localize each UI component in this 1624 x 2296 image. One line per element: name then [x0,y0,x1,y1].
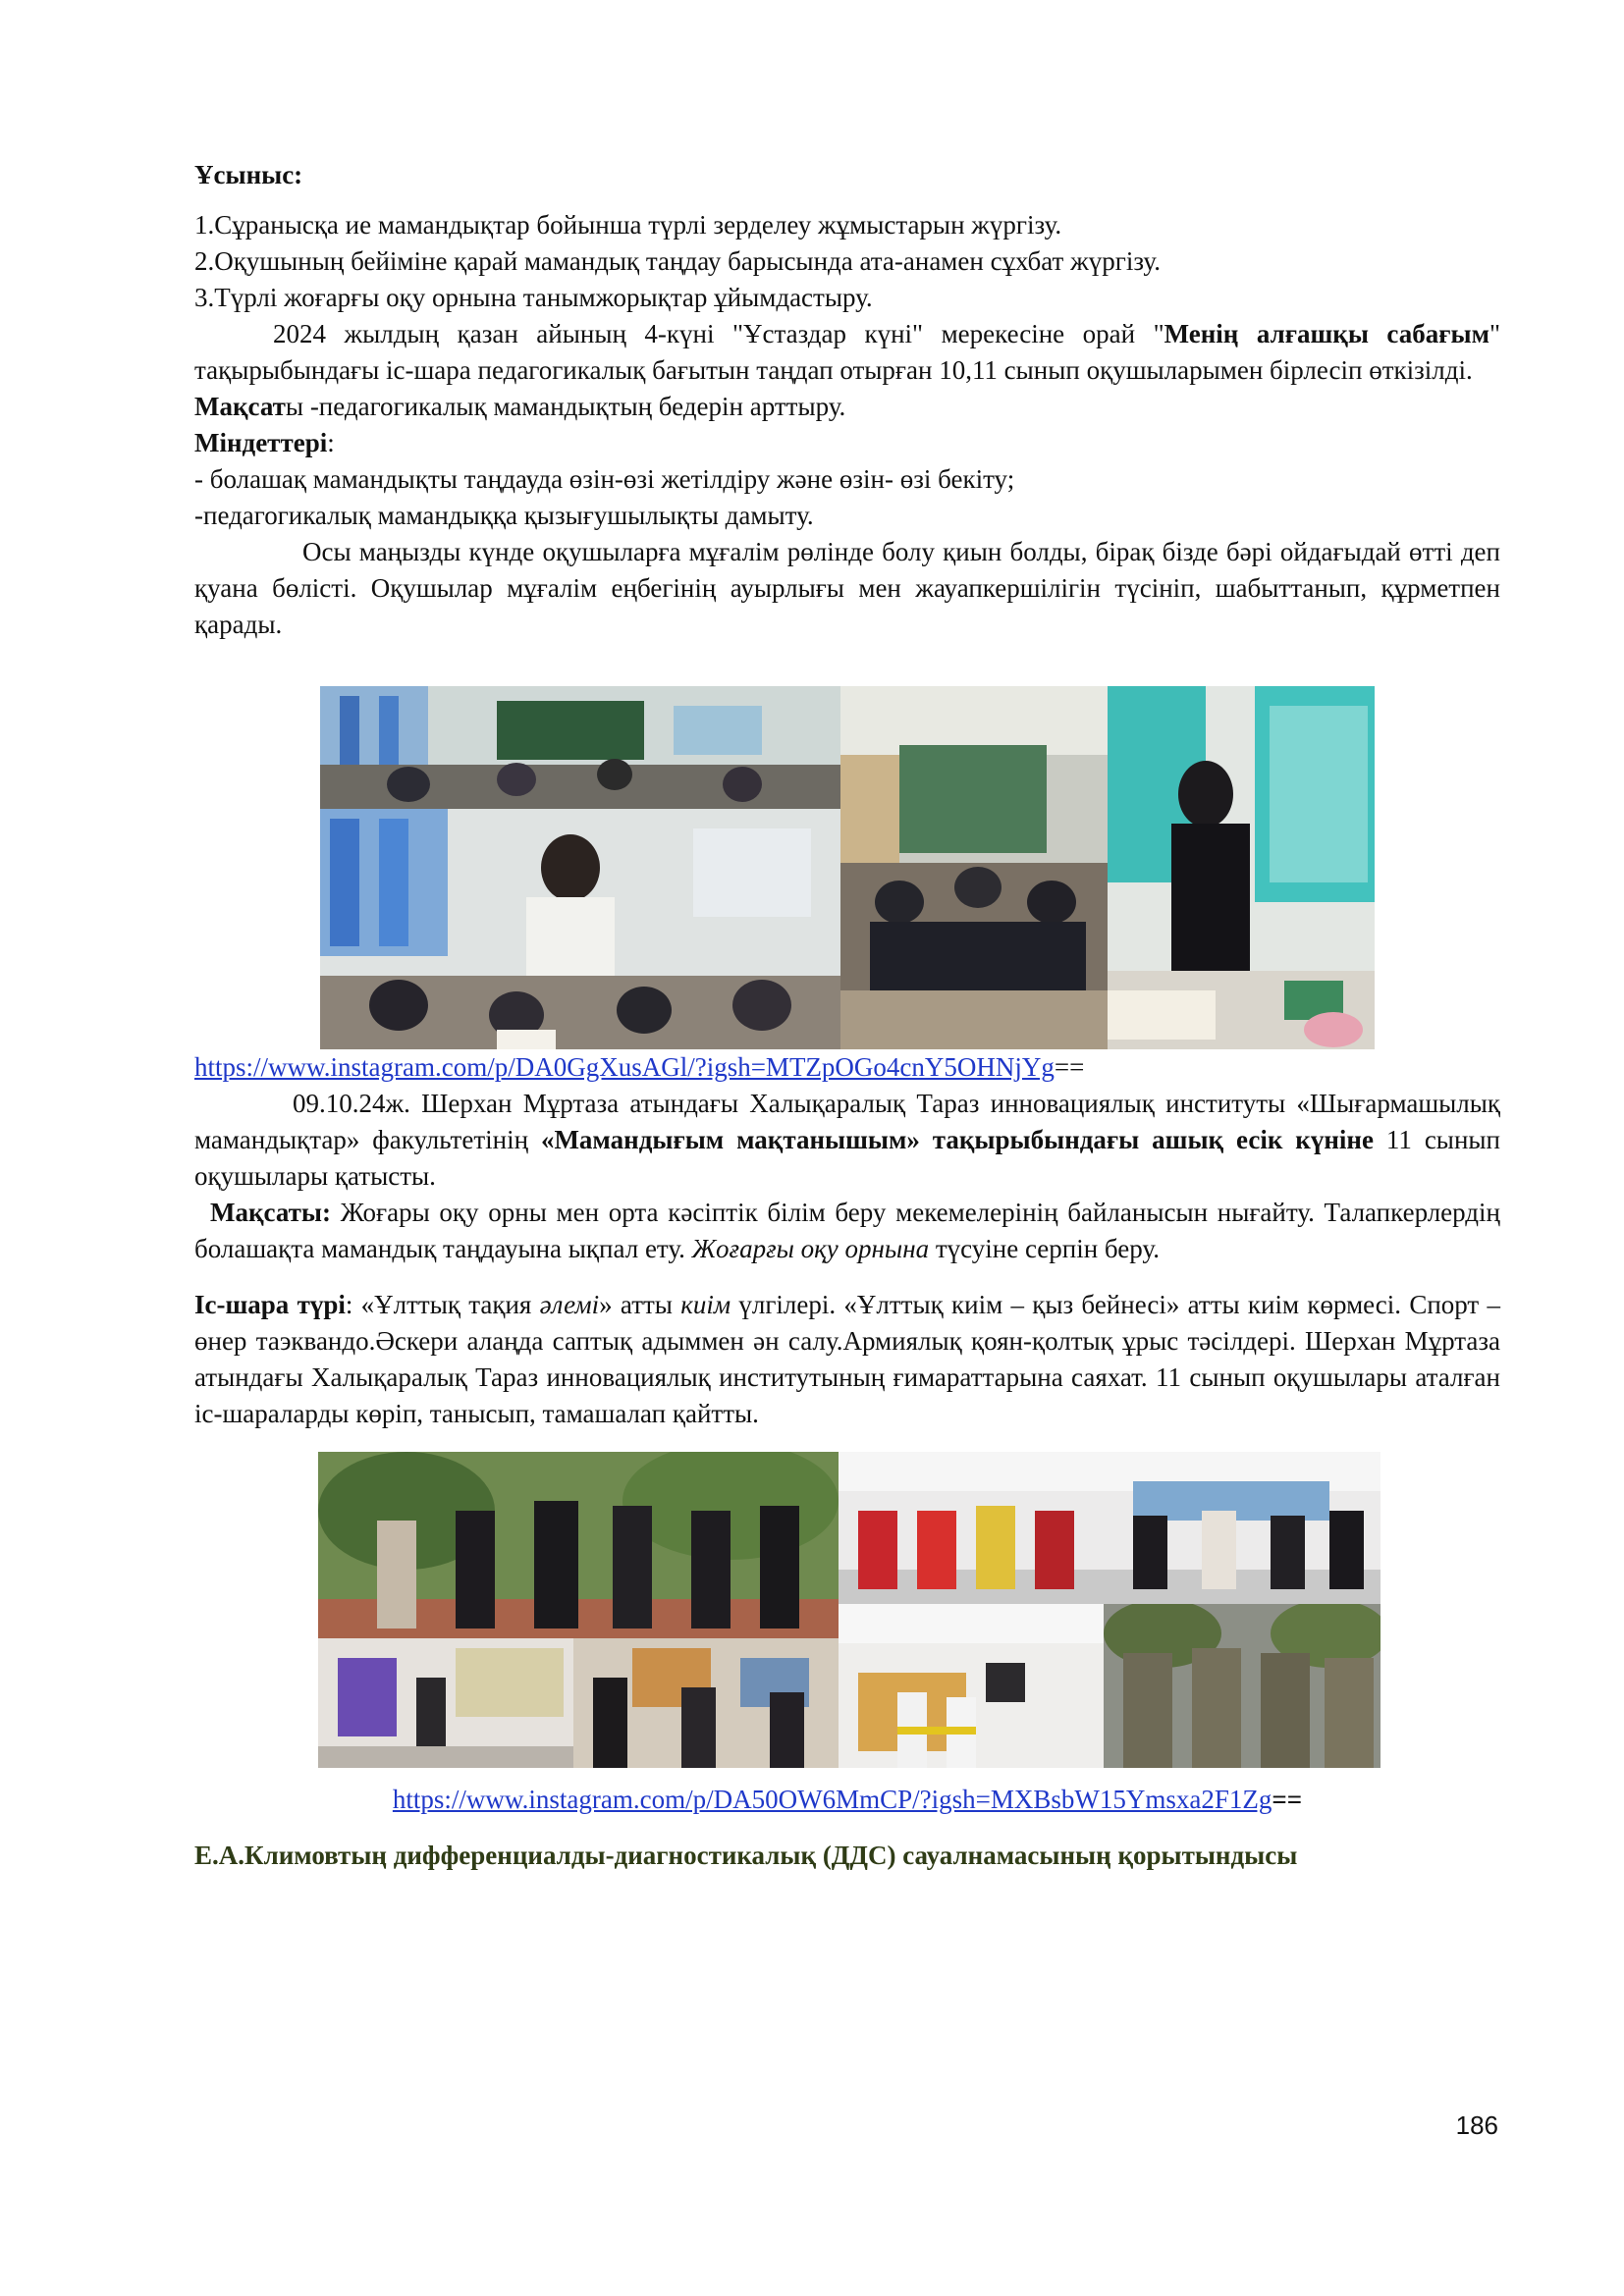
tasks-label: Міндеттері [194,428,328,457]
student-teacher-photo [320,809,840,1049]
event2-type-text: : «Ұлттық тақия [345,1290,540,1319]
event2-type-text-2: » атты [599,1290,681,1319]
instagram-link[interactable]: https://www.instagram.com/p/DA50OW6MmCP/?igsh=MXBsbW15Ymsxa2F1Zg [392,1785,1272,1814]
event2-type-label: Іс-шара түрі [194,1290,346,1319]
event1-intro-text-2: " тақырыбындағы іс-шара педагогикалық бағытын таңдап отырған 10,11 сынып оқушыларымен бірлесіп өткізілді. [194,319,1500,385]
event2-title: «Мамандығым мақтанышым» тақырыбындағы ашық есік күніне [540,1125,1374,1154]
event2-type-italic: әлемі [539,1290,600,1319]
girls-group-photo [318,1452,839,1638]
link-suffix: == [1054,1052,1085,1082]
event2-photo-collage [318,1452,1380,1768]
classroom-photo [320,686,840,809]
event1-link-line [194,1049,1500,1086]
page-number: 186 [1455,2110,1498,2140]
event2-intro-text-2: 11 сынып оқушылары қатысты. [194,1125,1500,1191]
event2-faculty: «Шығармашылық мамандықтар» факультетінің [194,1089,1500,1154]
event1-tasks-label [194,425,1500,461]
event2-intro [194,1086,1500,1195]
instagram-link[interactable]: https://www.instagram.com/p/DA0GgXusAGl/?igsh=MTZpOGo4cnY5OHNjYg [194,1052,1055,1082]
event2-intro-text: 09.10.24ж. Шерхан Мұртаза атындағы Халықаралық Тараз инновациялық институты [293,1089,1297,1118]
event1-goal-label: Мақсат [194,392,286,421]
teacher-standing-photo [1108,686,1375,1049]
event2-goal-italic: Жоғарғы оқу орнына [691,1234,930,1263]
event2-goal-label: Мақсаты: [210,1198,331,1227]
recommendation-item: 3.Түрлі жоғарғы оқу орнына танымжорықтар ұйымдастыру. [194,283,873,312]
event2-goal-text-2: түсуіне серпін беру. [929,1234,1160,1263]
gallery-visit-photo [573,1638,839,1768]
event2-link-line [194,1782,1500,1818]
event1-intro [194,316,1500,389]
event2-goal [194,1195,1500,1267]
event1-photo-collage [320,686,1375,1049]
event1-task-item: - болашақ мамандықты таңдауда өзін-өзі жетілдіру және өзін- өзі бекіту; [194,464,1015,494]
event1-summary: Осы маңызды күнде оқушыларға мұғалім рөлінде болу қиын болды, бірақ бізде бәрі ойдағыдай өтті деп қуана бөлісті. Оқушылар мұғалім еңбегінің ауырлығы мен жауапкершілігін түсініп, шабыттанып, құрметпен қарады. [194,537,1500,639]
exhibition-photo [318,1638,573,1768]
national-costume-dance-photo [839,1452,1380,1604]
military-drill-photo [1104,1604,1380,1768]
event2-type-text-3: үлгілері. «Ұлттық киім – қыз бейнесі» атты киім көрмесі. Спорт –өнер таэквандо.Әскери алаңда саптық адыммен ән салу.Армиялық қоян-қолтық ұрыс тәсілдері. Шерхан Мұртаза атындағы Халықаралық Тараз инновациялық институтының ғимараттарына саяхат. 11 сынып оқушылары аталған іс-шараларды көріп, танысып, тамашалап қайтты. [194,1290,1501,1428]
event1-goal-text: ы -педагогикалық мамандықтың бедерін арттыру. [285,392,846,421]
event2-type [194,1287,1500,1432]
event2-type-italic-2: киім [680,1290,731,1319]
event1-title: Менің алғашқы сабағым [1164,319,1489,348]
event1-intro-text: 2024 жылдың қазан айының 4-күні "Ұстаздар күні" мерекесіне орай " [273,319,1164,348]
survey-results-heading: Е.А.Климовтың дифференциалды-диагностикалық (ДДС) сауалнамасының қорытындысы [194,1841,1298,1870]
recommendation-item: 2.Оқушының бейіміне қарай мамандық таңдау барысында ата-анамен сұхбат жүргізу. [194,246,1161,276]
event1-goal [194,389,1500,425]
recommendation-item: 1.Сұранысқа ие мамандықтар бойынша түрлі зерделеу жұмыстарын жүргізу. [194,210,1062,240]
recommendation-heading: Ұсыныс: [194,160,303,189]
link-suffix: == [1272,1785,1303,1814]
event1-task-item: -педагогикалық мамандыққа қызығушылықты дамыту. [194,501,814,530]
page-content [194,157,1500,1874]
tasks-colon: : [327,428,335,457]
taekwondo-photo [839,1604,1104,1768]
class-group-photo [840,686,1108,1049]
event2-goal-text: Жоғары оқу орны мен орта кәсіптік білім беру мекемелерінің байланысын нығайту. Талапкерлердің болашақта мамандық таңдауына ықпал ету. [194,1198,1500,1263]
